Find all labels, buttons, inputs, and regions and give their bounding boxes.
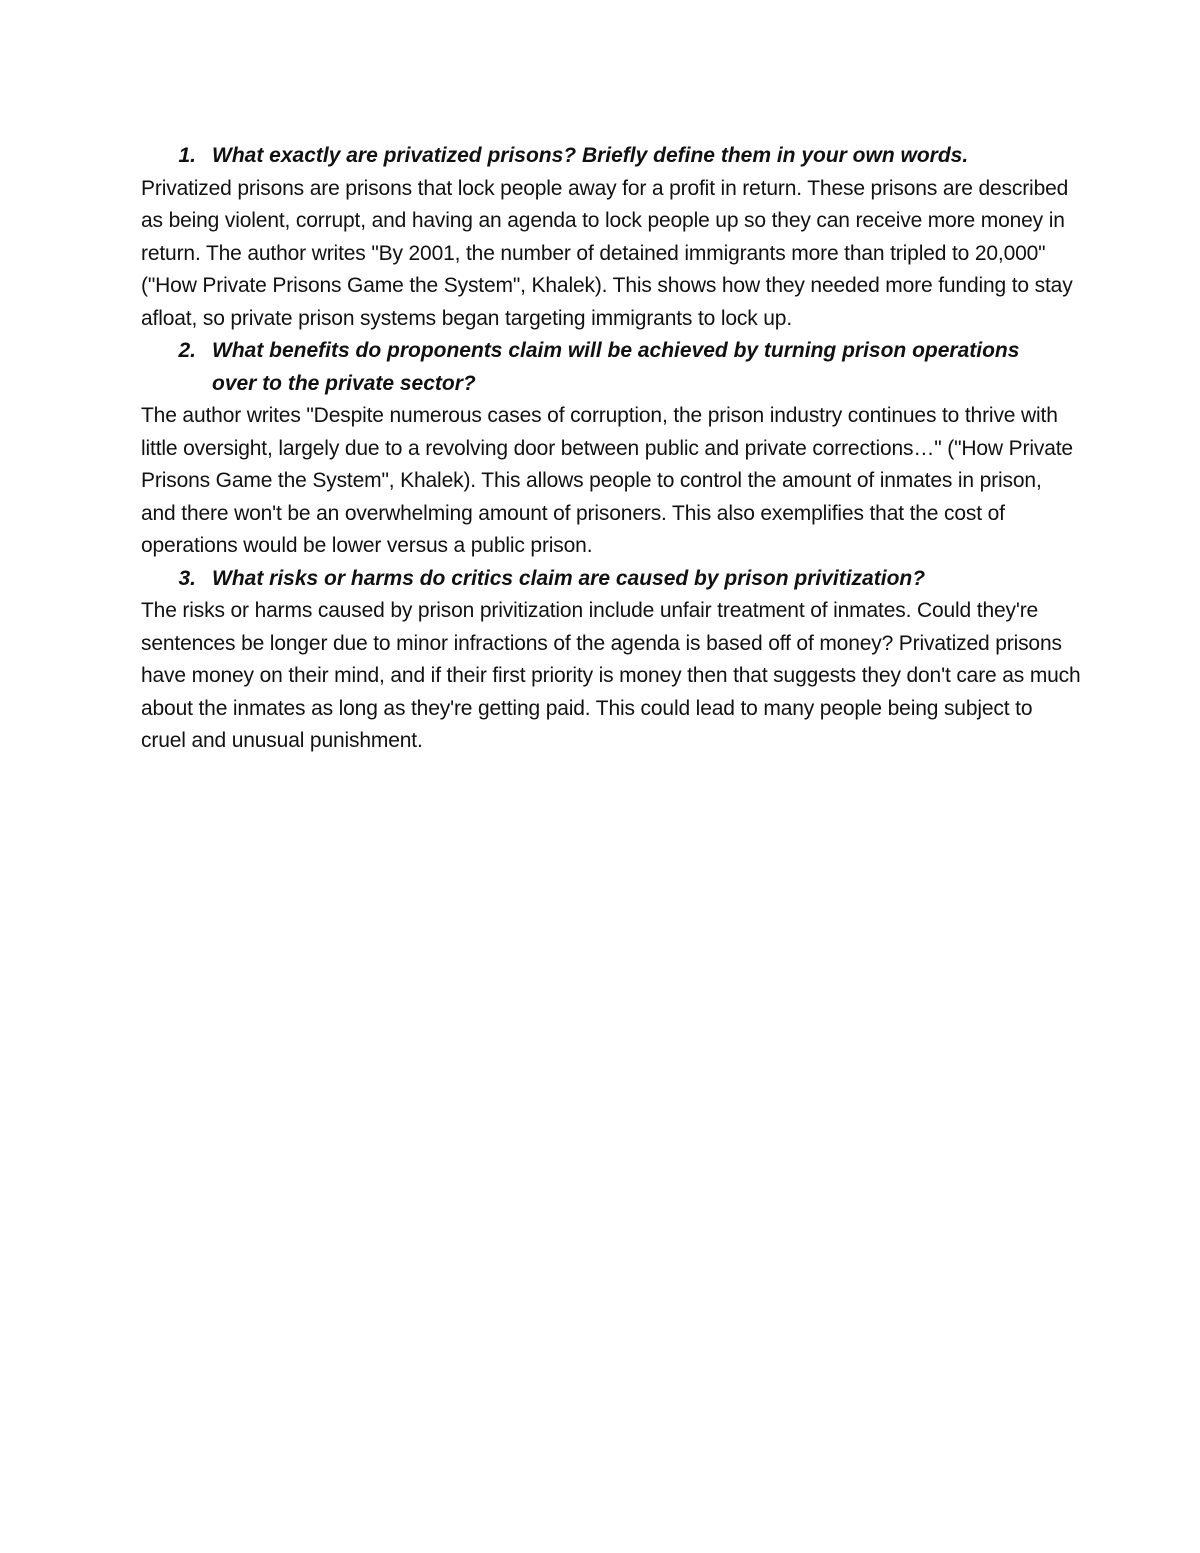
- document-page: [141, 140, 1081, 758]
- answer-1: Privatized prisons are prisons that lock people away for a profit in return. These prisons are described as being violent, corrupt, and having an agenda to lock people up so they can receive more money in return. The author writes "By 2001, the number of detained immigrants more than tripled to 20,000" ("How Private Prisons Game the System", Khalek). This shows how they needed more funding to stay afloat, so private prison systems began targeting immigrants to lock up.: [141, 176, 1073, 330]
- question-number: 3.: [178, 566, 196, 590]
- question-1: [141, 140, 1081, 173]
- question-3: [141, 563, 1081, 596]
- question-text: What risks or harms do critics claim are caused by prison privitization?: [212, 566, 926, 590]
- question-text: What benefits do proponents claim will be achieved by turning prison operations over to the private sector?: [212, 339, 1020, 395]
- question-2: [141, 335, 1081, 400]
- answer-2: The author writes "Despite numerous cases of corruption, the prison industry continues to thrive with little oversight, largely due to a revolving door between public and private corrections…" ("How Private Prisons Game the System", Khalek). This allows people to control the amount of inmates in prison, and there won't be an overwhelming amount of prisoners. This also exemplifies that the cost of operations would be lower versus a public prison.: [141, 404, 1073, 557]
- question-number: 1.: [178, 144, 196, 167]
- answer-3: The risks or harms caused by prison privitization include unfair treatment of inmates. Could they're sentences be longer due to minor infractions of the agenda is based off of money? Privatized prisons have money on their mind, and if their first priority is money then that suggests they don't care as much about the inmates as long as they're getting paid. This could lead to many people being subject to cruel and unusual punishment.: [141, 599, 1081, 752]
- question-number: 2.: [178, 339, 196, 362]
- question-text: What exactly are privatized prisons? Briefly define them in your own words.: [212, 144, 969, 167]
